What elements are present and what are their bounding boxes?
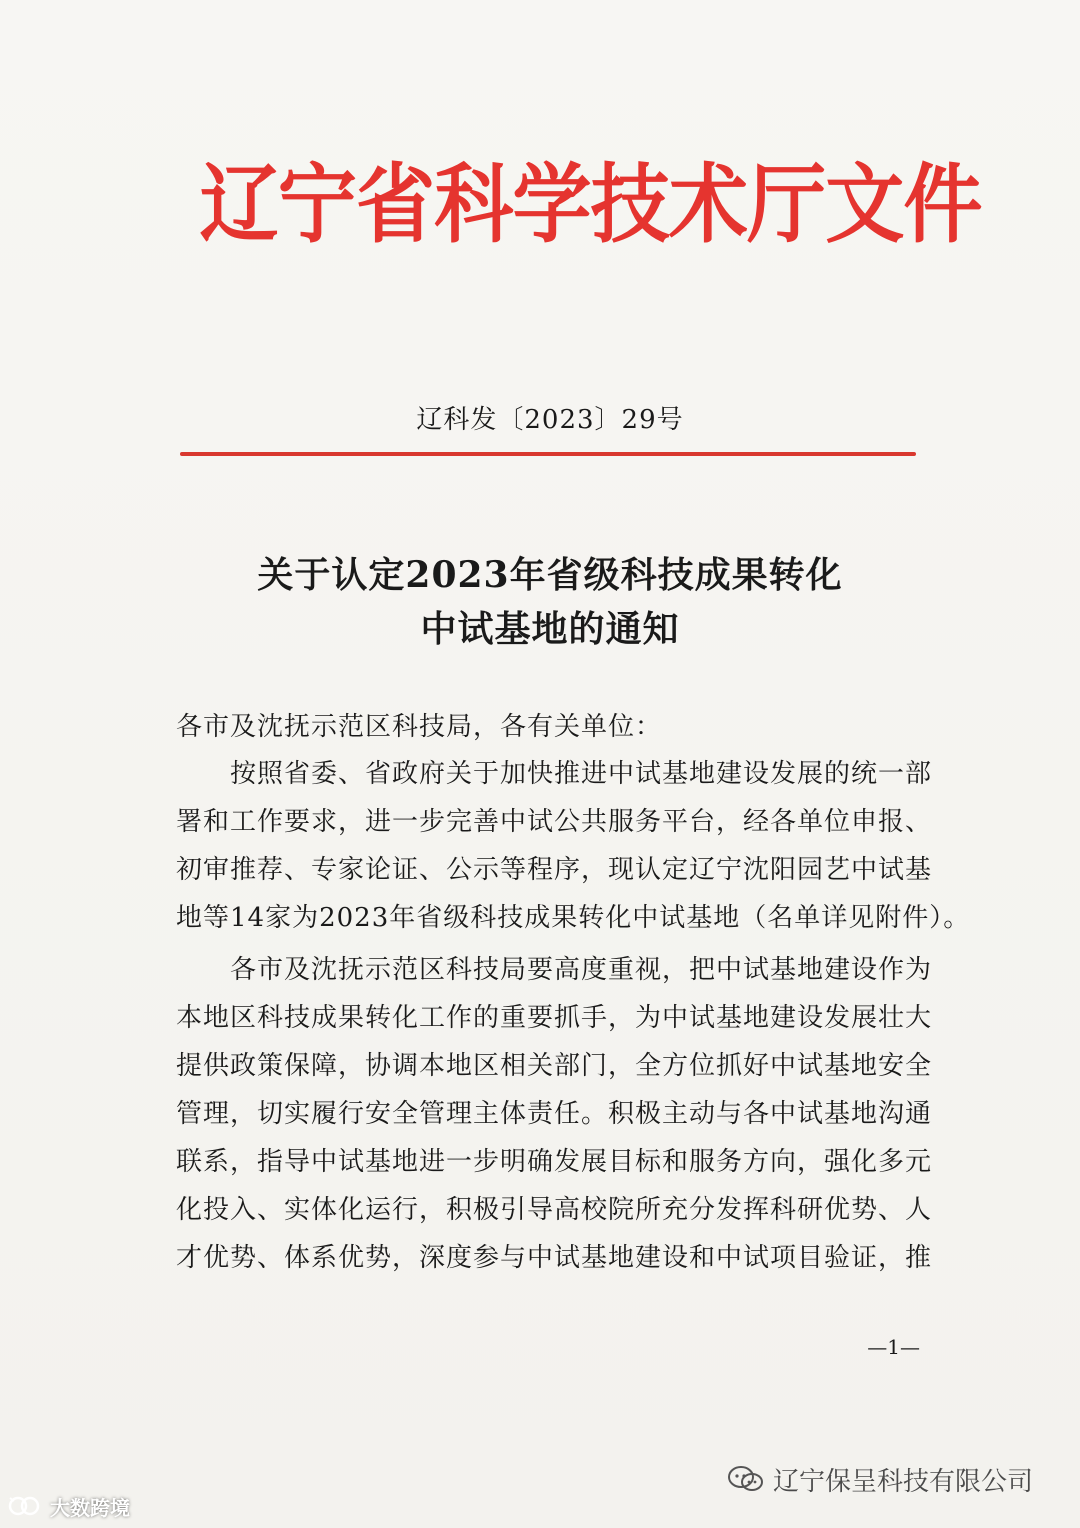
wechat-chat-icon — [725, 1463, 765, 1495]
masthead-title: 辽宁省科学技术厅文件 — [199, 155, 982, 255]
paragraph-line: 管理，切实履行安全管理主体责任。积极主动与各中试基地沟通 — [176, 1099, 933, 1129]
document-title — [170, 548, 930, 656]
footer-brand-text: 大数跨境 — [50, 1495, 130, 1520]
page-number: —1— — [867, 1335, 920, 1359]
title-line: 关于认定2023年省级科技成果转化 — [257, 554, 843, 596]
watermark — [725, 1458, 1065, 1500]
paragraph-line: 提供政策保障，协调本地区相关部门，全方位抓好中试基地安全 — [176, 1051, 933, 1081]
footer-brand-mark — [6, 1490, 156, 1522]
paragraph-line: 地等14家为2023年省级科技成果转化中试基地（名单详见附件）。 — [176, 903, 971, 933]
paragraph-line: 联系，指导中试基地进一步明确发展目标和服务方向，强化多元 — [176, 1147, 933, 1177]
paragraph-line: 各市及沈抚示范区科技局要高度重视，把中试基地建设作为 — [176, 955, 933, 985]
watermark-account-name: 辽宁保呈科技有限公司 — [773, 1466, 1034, 1497]
salutation: 各市及沈抚示范区科技局，各有关单位： — [176, 712, 663, 742]
paragraph-1 — [176, 750, 971, 942]
paragraph-line: 署和工作要求，进一步完善中试公共服务平台，经各单位申报、 — [176, 807, 933, 837]
paragraph-line: 按照省委、省政府关于加快推进中试基地建设发展的统一部 — [176, 759, 933, 789]
brand-logo-icon — [6, 1494, 44, 1518]
title-line: 中试基地的通知 — [420, 608, 680, 650]
paragraph-line: 本地区科技成果转化工作的重要抓手，为中试基地建设发展壮大 — [176, 1003, 933, 1033]
paragraph-line: 化投入、实体化运行，积极引导高校院所充分发挥科研优势、人 — [176, 1195, 933, 1225]
paragraph-2 — [176, 946, 933, 1282]
document-number: 辽科发〔2023〕29号 — [416, 405, 684, 435]
paragraph-line: 初审推荐、专家论证、公示等程序，现认定辽宁沈阳园艺中试基 — [176, 855, 933, 885]
red-divider-rule — [180, 452, 916, 456]
paragraph-line: 才优势、体系优势，深度参与中试基地建设和中试项目验证，推 — [176, 1243, 933, 1273]
